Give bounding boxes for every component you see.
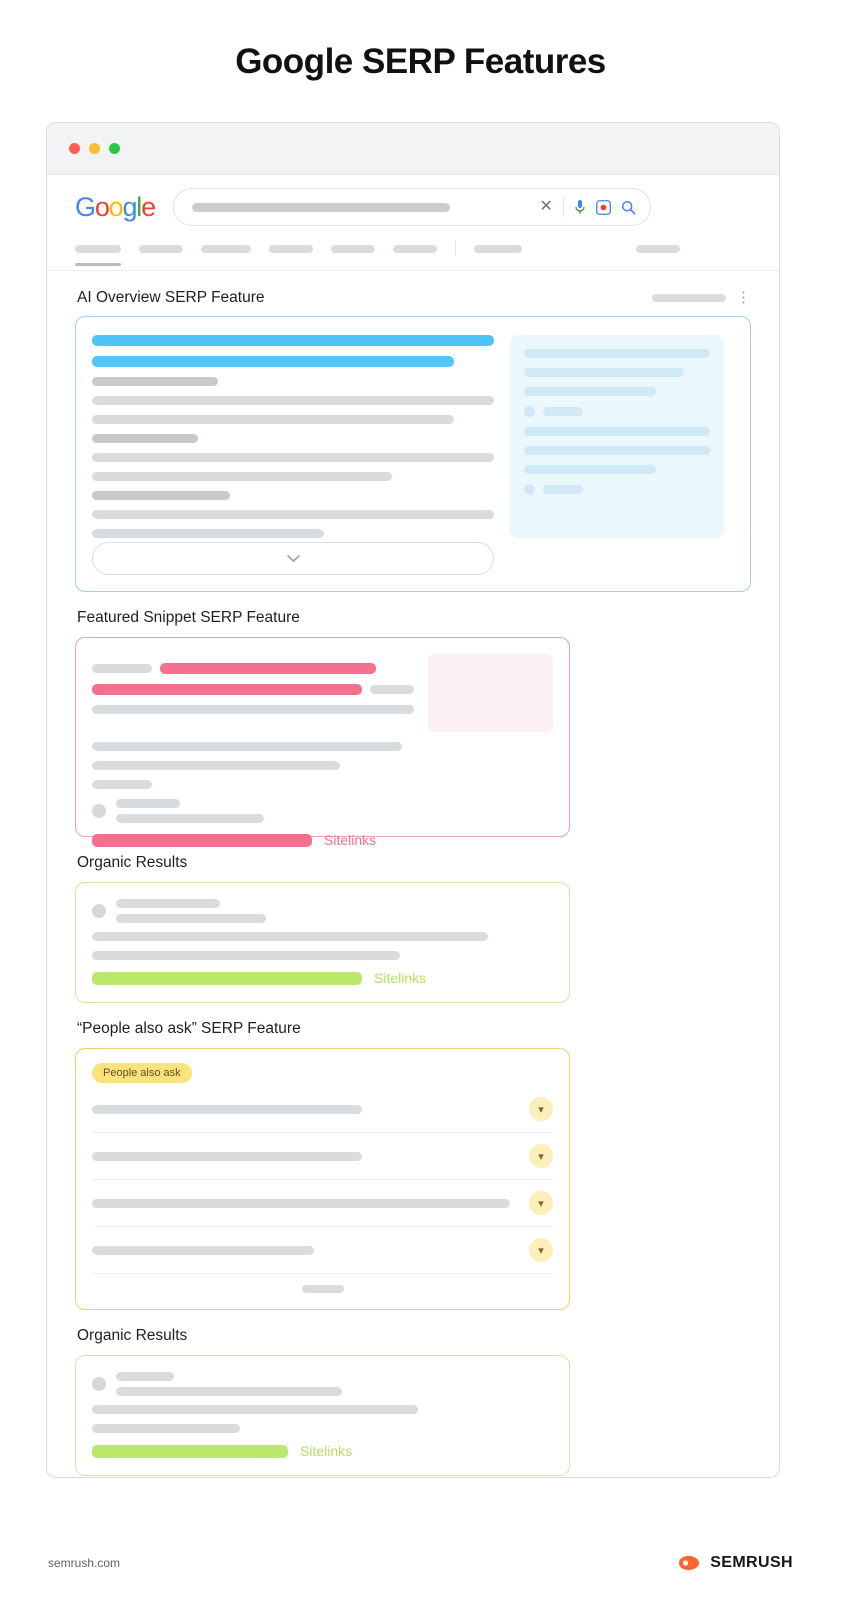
- microphone-icon[interactable]: [574, 199, 586, 215]
- favicon-dot-icon: [524, 484, 535, 495]
- placeholder-bar: [92, 472, 392, 481]
- sitelinks-label: Sitelinks: [374, 970, 427, 986]
- tab-news[interactable]: [269, 245, 313, 253]
- source-item: [524, 484, 710, 495]
- result-source-row: [92, 899, 553, 923]
- brand-name: SEMRUSH: [710, 1554, 793, 1571]
- placeholder-bar: [524, 387, 656, 396]
- organic-sitelinks-1: [92, 970, 553, 986]
- kebab-menu-icon[interactable]: ⋮: [736, 289, 751, 306]
- logo-letter-e: e: [141, 191, 155, 222]
- section-label-people-also-ask: “People also ask” SERP Feature: [77, 1020, 301, 1037]
- placeholder-bar: [92, 742, 402, 751]
- google-search-row: [47, 175, 779, 239]
- serp-content: [47, 271, 779, 1476]
- placeholder-bar: [92, 377, 218, 386]
- tab-more[interactable]: [393, 245, 437, 253]
- placeholder-bar: [116, 899, 220, 908]
- featured-snippet-thumbnail: [428, 654, 553, 732]
- favicon-icon: [92, 1377, 106, 1391]
- browser-window: [46, 122, 780, 1478]
- placeholder-bar: [92, 434, 198, 443]
- paa-question-row[interactable]: [92, 1144, 553, 1180]
- window-minimize-dot[interactable]: [89, 143, 100, 154]
- placeholder-bar: [92, 1424, 240, 1433]
- search-query-placeholder-bar: [192, 203, 450, 212]
- placeholder-bar: [92, 529, 324, 538]
- organic-results-card-2: [75, 1355, 570, 1476]
- placeholder-bar: [543, 407, 583, 416]
- placeholder-bar: [92, 396, 494, 405]
- organic-sitelinks-2: [92, 1443, 553, 1459]
- placeholder-bar: [92, 510, 494, 519]
- placeholder-bar: [92, 491, 230, 500]
- tab-all[interactable]: [75, 245, 121, 253]
- page-footer: [0, 1526, 841, 1600]
- search-icon[interactable]: [621, 200, 636, 215]
- placeholder-bar: [92, 664, 152, 673]
- result-source-row: [92, 799, 553, 823]
- placeholder-bar: [92, 1105, 362, 1114]
- placeholder-bar: [543, 485, 583, 494]
- placeholder-bar: [92, 1405, 418, 1414]
- google-lens-icon[interactable]: [596, 200, 611, 215]
- featured-snippet-sitelinks: [92, 832, 553, 848]
- placeholder-bar: [92, 453, 494, 462]
- logo-letter-g: G: [75, 191, 95, 222]
- chevron-down-icon[interactable]: ▾: [529, 1144, 553, 1168]
- placeholder-bar: [370, 685, 414, 694]
- placeholder-bar: [92, 705, 414, 714]
- google-tabs: [47, 239, 779, 271]
- semrush-brand: [677, 1554, 793, 1572]
- ai-overview-show-more-button[interactable]: [92, 542, 494, 575]
- placeholder-bar: [92, 780, 152, 789]
- tab-images[interactable]: [139, 245, 183, 253]
- section-label-organic-results-2: Organic Results: [77, 1327, 188, 1344]
- logo-letter-l: l: [136, 191, 142, 222]
- placeholder-bar: [116, 1387, 342, 1396]
- tab-shopping[interactable]: [331, 245, 375, 253]
- source-item: [524, 406, 710, 417]
- window-maximize-dot[interactable]: [109, 143, 120, 154]
- tab-videos[interactable]: [201, 245, 251, 253]
- placeholder-bar: [116, 799, 180, 808]
- placeholder-bar: [524, 465, 656, 474]
- placeholder-bar: [92, 761, 340, 770]
- logo-letter-o1: o: [94, 191, 109, 222]
- sitelinks-bar: [92, 1445, 288, 1458]
- placeholder-bar: [116, 814, 264, 823]
- active-tab-indicator: [75, 263, 121, 266]
- organic-results-card-1: [75, 882, 570, 1003]
- search-divider: [563, 197, 564, 217]
- placeholder-bar: [92, 1246, 314, 1255]
- logo-letter-o2: o: [108, 191, 123, 222]
- chevron-down-icon[interactable]: ▾: [529, 1238, 553, 1262]
- paa-question-row[interactable]: [92, 1191, 553, 1227]
- sitelinks-bar: [92, 834, 312, 847]
- favicon-dot-icon: [524, 406, 535, 417]
- paa-question-row[interactable]: [92, 1097, 553, 1133]
- search-input[interactable]: [173, 188, 651, 226]
- placeholder-bar: [92, 1199, 510, 1208]
- ai-overview-header-pill: [652, 294, 726, 302]
- browser-titlebar: [47, 123, 779, 175]
- logo-letter-g2: g: [122, 191, 137, 222]
- section-label-featured-snippet: Featured Snippet SERP Feature: [77, 609, 300, 626]
- paa-footer-bar: [302, 1285, 344, 1293]
- chevron-down-icon[interactable]: ▾: [529, 1097, 553, 1121]
- placeholder-bar: [92, 335, 494, 346]
- placeholder-bar: [160, 663, 376, 674]
- sitelinks-label: Sitelinks: [300, 1443, 353, 1459]
- footer-source: semrush.com: [48, 1556, 121, 1570]
- featured-snippet-body: [92, 663, 420, 724]
- sitelinks-label: Sitelinks: [324, 832, 377, 848]
- google-logo: [75, 192, 155, 223]
- placeholder-bar: [524, 368, 684, 377]
- featured-snippet-card: [75, 637, 570, 848]
- featured-snippet-top: [92, 654, 553, 732]
- placeholder-bar: [92, 415, 454, 424]
- people-also-ask-tag: People also ask: [92, 1063, 192, 1083]
- placeholder-bar: [92, 932, 488, 941]
- placeholder-bar: [116, 1372, 174, 1381]
- placeholder-bar: [92, 951, 400, 960]
- placeholder-bar: [92, 1152, 362, 1161]
- placeholder-bar: [92, 684, 362, 695]
- favicon-icon: [92, 904, 106, 918]
- semrush-logo-icon: [677, 1554, 701, 1572]
- placeholder-bar: [524, 427, 710, 436]
- page-title: Google SERP Features: [235, 42, 606, 81]
- sitelinks-bar: [92, 972, 362, 985]
- close-icon[interactable]: ✕: [539, 198, 553, 215]
- ai-overview-sources-panel: [510, 335, 724, 538]
- section-label-ai-overview: AI Overview SERP Feature: [77, 289, 265, 306]
- favicon-icon: [92, 804, 106, 818]
- chevron-down-icon[interactable]: ▾: [529, 1191, 553, 1215]
- chevron-down-icon: [287, 555, 300, 563]
- paa-question-row[interactable]: [92, 1238, 553, 1274]
- ai-overview-card: [75, 316, 751, 592]
- result-source-row: [92, 1372, 553, 1396]
- placeholder-bar: [524, 446, 710, 455]
- window-close-dot[interactable]: [69, 143, 80, 154]
- placeholder-bar: [116, 914, 266, 923]
- placeholder-bar: [524, 349, 710, 358]
- tabs-divider: [455, 240, 456, 256]
- people-also-ask-card: [75, 1048, 570, 1310]
- tab-settings[interactable]: [636, 245, 680, 253]
- tab-tools[interactable]: [474, 245, 522, 253]
- section-label-organic-results-1: Organic Results: [77, 854, 188, 871]
- placeholder-bar: [92, 356, 454, 367]
- ai-overview-header: [75, 289, 751, 307]
